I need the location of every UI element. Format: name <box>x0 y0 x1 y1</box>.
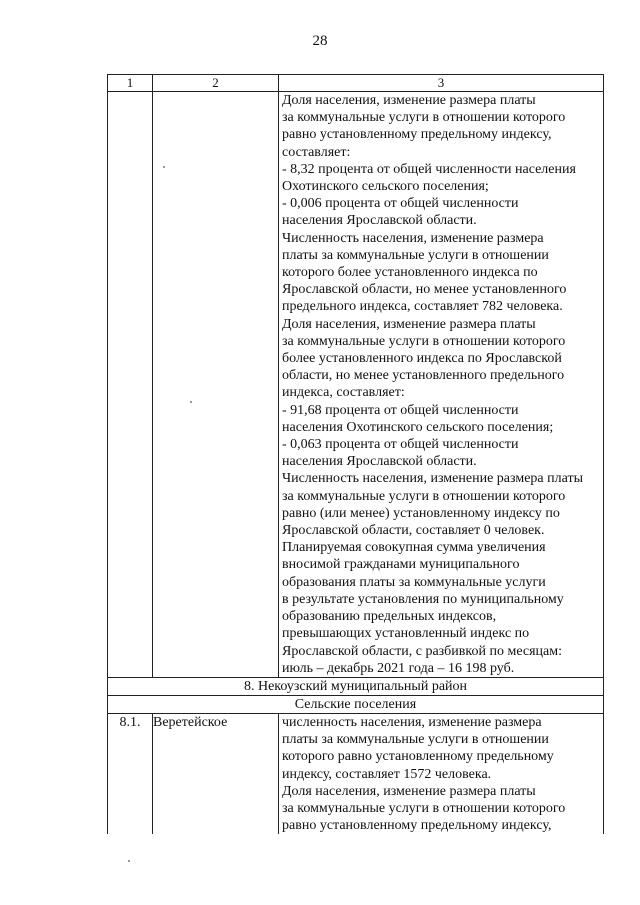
column-1-header: 1 <box>108 75 153 92</box>
continued-row-text-cell <box>279 92 604 678</box>
section-heading: 8. Некоузский муниципальный район <box>108 677 604 695</box>
subsection-heading-row <box>108 695 604 713</box>
column-number-row <box>108 75 604 92</box>
column-2-header: 2 <box>153 75 279 92</box>
continued-row-name-cell <box>153 92 279 678</box>
row-8-1-text-cell <box>279 713 604 834</box>
page-number: 28 <box>312 33 328 49</box>
scan-speck <box>190 401 192 403</box>
row-8-1-name: Веретейское <box>153 713 279 834</box>
column-3-header: 3 <box>279 75 604 92</box>
continued-row-text: Доля населения, изменение размера платы за коммунальные услуги в отношении которого равно установленному предельному индексу, составляет: - 8,32 процента от общей численности населения Охотинского сельского поселения; - 0,006 процента от общей численности населения Ярославской области. Численность населения, изменение размера платы за коммунальные услуги в отношении которого более установленного индекса по Ярославской области, но менее установленного предельного индекса, составляет 782 человека. Доля населения, изменение размера платы за коммунальные услуги в отношении которого более установленного индекса по Ярославской области, но менее установленного предельного индекса, составляет: - 91,68 процента от общей численности населения Охотинского сельского поселения; - 0,063 процента от общей численности населения Ярославской области. Численность населения, изменение размера платы за коммунальные услуги в отношении которого равно (или менее) установленному индексу по Ярославской области, составляет 0 человек. Планируемая совокупная сумма увеличения вносимой гражданами муниципального образования платы за коммунальные услуги в результате установления по муниципальному образованию предельных индексов, превышающих установленный индекс по Ярославской области, с разбивкой по месяцам: июль – декабрь 2021 года – 16 198 руб. <box>282 93 583 676</box>
scan-speck <box>163 166 165 168</box>
scan-speck <box>128 860 130 862</box>
row-8-1-text: численность населения, изменение размера платы за коммунальные услуги в отношении которого равно установленному предельному индексу, составляет 1572 человека. Доля населения, изменение размера платы за коммунальные услуги в отношении которого равно установленному предельному индексу, <box>282 714 566 834</box>
continued-row-number-cell <box>108 92 153 678</box>
section-heading-row <box>108 677 604 695</box>
row-8-1-number: 8.1. <box>108 713 153 834</box>
continued-row <box>108 92 604 678</box>
row-8-1 <box>108 713 604 834</box>
subsection-heading: Сельские поселения <box>108 695 604 713</box>
document-table <box>107 74 604 834</box>
